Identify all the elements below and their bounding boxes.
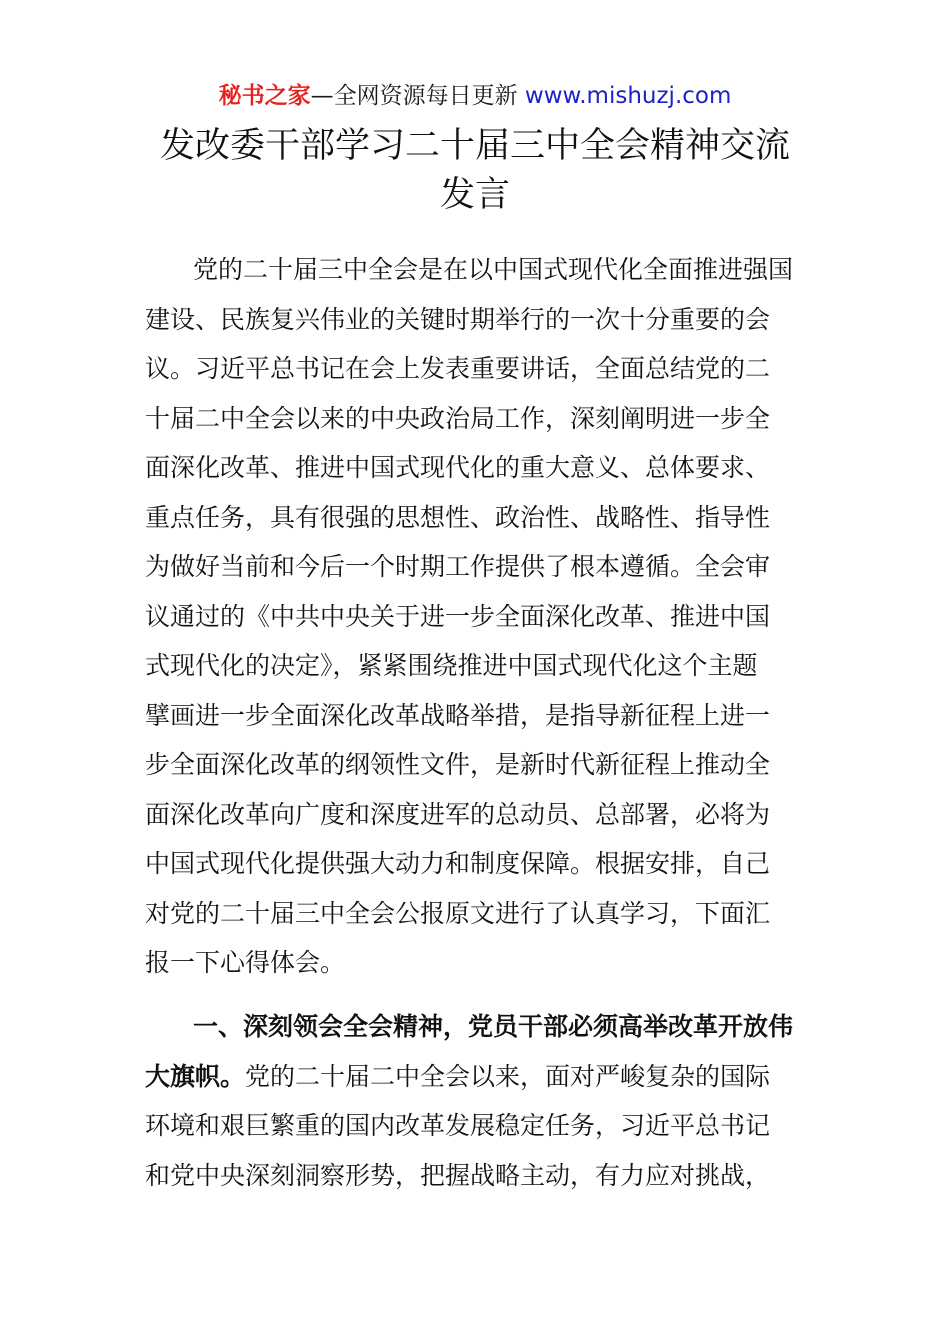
text-line: 对党的二十届三中全会公报原文进行了认真学习，下面汇	[145, 898, 771, 928]
site-name: 秘书之家	[218, 83, 311, 109]
section-heading: 一、深刻领会全会精神，党员干部必须高举改革开放伟	[193, 1012, 794, 1041]
text-line: 报一下心得体会。	[145, 948, 346, 977]
title-line-2: 发言	[439, 175, 510, 215]
text-line: 和党中央深刻洞察形势，把握战略主动，有力应对挑战，	[145, 1160, 771, 1190]
text-line: 式现代化的决定》，紧紧围绕推进中国式现代化这个主题	[145, 651, 758, 680]
text-line	[145, 1052, 810, 1102]
text-line: 面深化改革向广度和深度进军的总动员、总部署，必将为	[145, 799, 771, 829]
text-line: 建设、民族复兴伟业的关键时期举行的一次十分重要的会	[145, 304, 771, 334]
site-slogan: —全网资源每日更新	[310, 83, 525, 109]
section-heading-end: 大旗帜。	[145, 1061, 246, 1091]
text-line: 为做好当前和今后一个时期工作提供了根本遵循。全会审	[145, 552, 771, 581]
text-line: 十届二中全会以来的中央政治局工作，深刻阐明进一步全	[145, 403, 771, 433]
text-line: 重点任务，具有很强的思想性、政治性、战略性、指导性	[145, 502, 771, 532]
text-line: 议。习近平总书记在会上发表重要讲话，全面总结党的二	[145, 354, 771, 383]
text-line: 中国式现代化提供强大动力和制度保障。根据安排，自己	[145, 849, 771, 878]
text-line: 擘画进一步全面深化改革战略举措，是指导新征程上进一	[145, 700, 771, 730]
text-line: 党的二十届三中全会是在以中国式现代化全面推进强国	[193, 255, 794, 284]
text-line: 议通过的《中共中央关于进一步全面深化改革、推进中国	[145, 601, 771, 631]
text-line: 环境和艰巨繁重的国内改革发展稳定任务，习近平总书记	[145, 1111, 771, 1140]
title-line-1: 发改委干部学习二十届三中全会精神交流	[159, 126, 790, 166]
paragraph-section-one	[145, 1002, 810, 1200]
text-line: 步全面深化改革的纲领性文件，是新时代新征程上推动全	[145, 750, 771, 779]
site-header	[0, 80, 950, 112]
text-line-rest: 党的二十届二中全会以来，面对严峻复杂的国际	[245, 1061, 771, 1091]
paragraph-intro	[145, 245, 810, 988]
text-line: 面深化改革、推进中国式现代化的重大意义、总体要求、	[145, 453, 771, 482]
site-url-link[interactable]: www.mishuzj.com	[524, 83, 732, 109]
document-title	[100, 122, 850, 220]
